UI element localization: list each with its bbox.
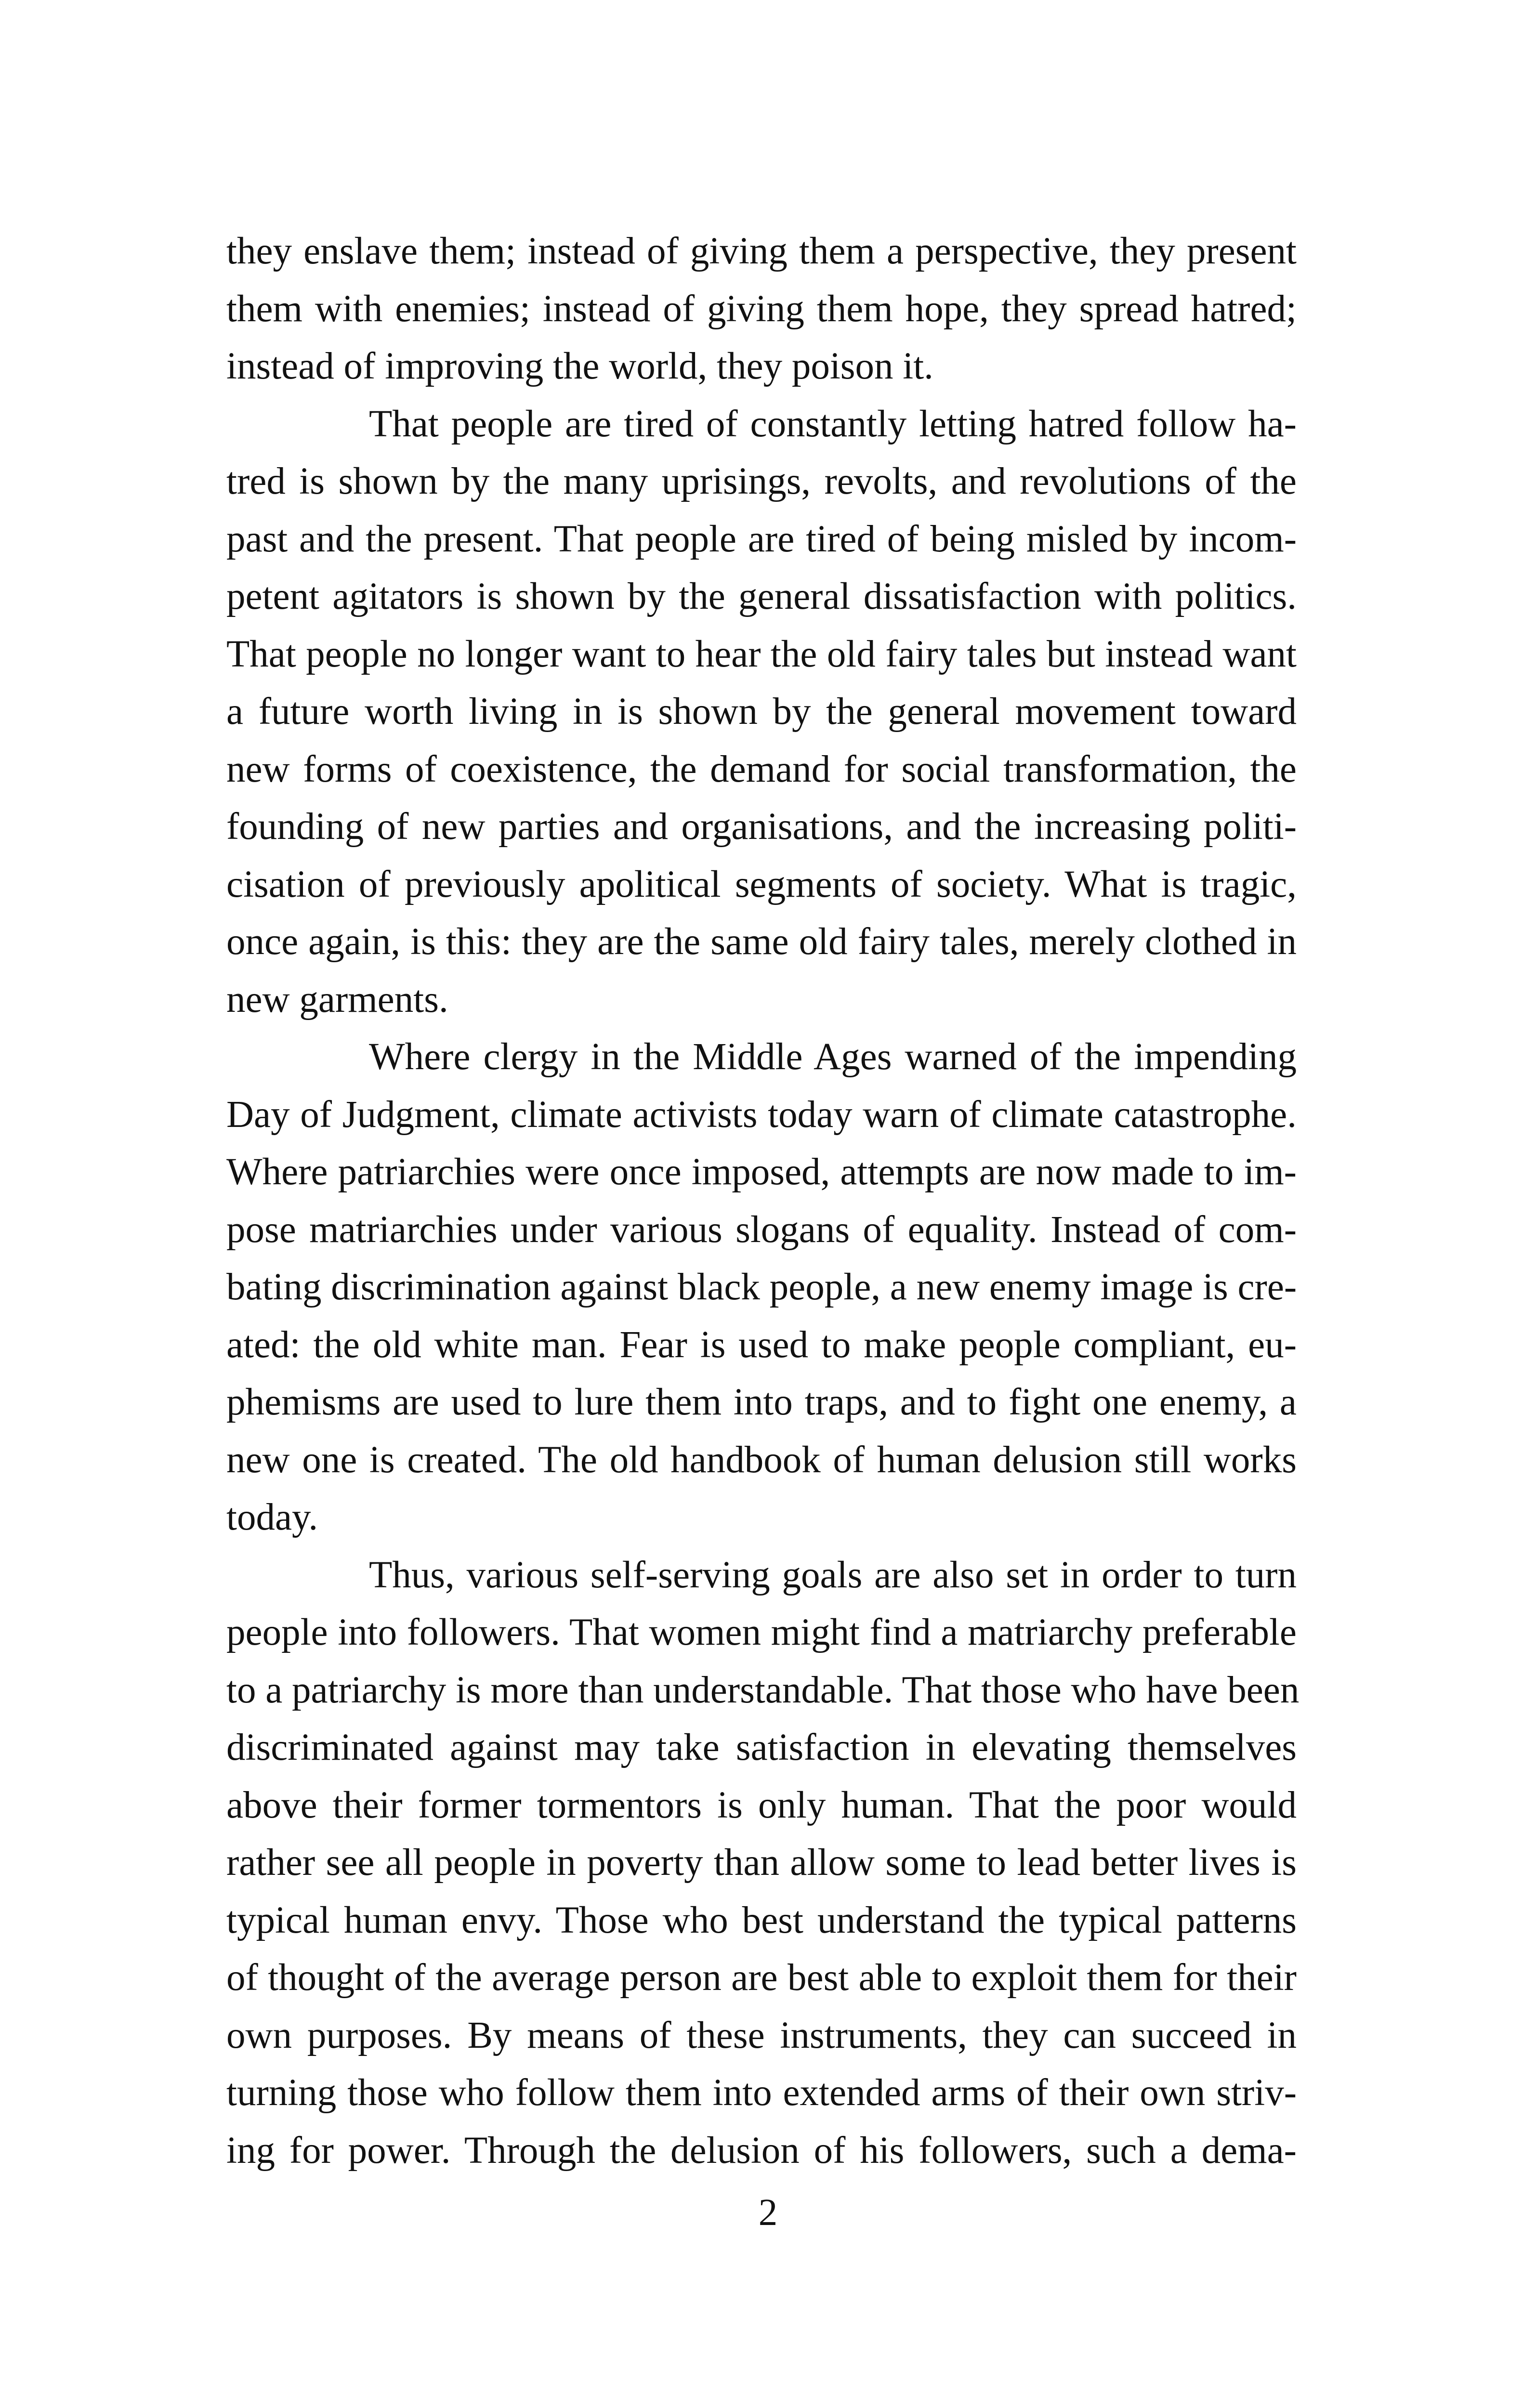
text-line: pose matriarchies under various slogans of equality. Instead of com- [226, 1208, 1297, 1251]
text-line: they enslave them; instead of giving them a perspective, they present [226, 230, 1297, 272]
text-line: new forms of coexistence, the demand for social transformation, the [226, 748, 1297, 790]
text-line: Where clergy in the Middle Ages warned of the impending [369, 1036, 1297, 1078]
text-line: a future worth living in is shown by the general movement toward [226, 691, 1297, 733]
text-line: That people are tired of constantly letting hatred follow ha- [369, 403, 1297, 445]
text-line: tred is shown by the many uprisings, revolts, and revolutions of the [226, 460, 1297, 502]
text-line: cisation of previously apolitical segments of society. What is tragic, [226, 863, 1297, 905]
text-line: turning those who follow them into extended arms of their own striv- [226, 2072, 1297, 2114]
text-line: new one is created. The old handbook of human delusion still works [226, 1439, 1297, 1481]
text-line: own purposes. By means of these instruments, they can succeed in [226, 2014, 1297, 2056]
text-line: rather see all people in poverty than allow some to lead better lives is [226, 1842, 1297, 1884]
text-line: above their former tormentors is only human. That the poor would [226, 1784, 1297, 1826]
text-line: them with enemies; instead of giving them hope, they spread hatred; [226, 288, 1297, 330]
text-line: phemisms are used to lure them into traps, and to fight one enemy, a [226, 1381, 1297, 1423]
text-line: discriminated against may take satisfaction in elevating themselves [226, 1727, 1297, 1768]
text-line: Where patriarchies were once imposed, attempts are now made to im- [226, 1151, 1297, 1193]
text-line: That people no longer want to hear the old fairy tales but instead want [226, 633, 1297, 675]
text-line: Day of Judgment, climate activists today warn of climate catastrophe. [226, 1093, 1297, 1136]
text-line: people into followers. That women might find a matriarchy preferable [226, 1611, 1297, 1653]
text-line: past and the present. That people are tired of being misled by incom- [226, 518, 1297, 560]
body-text [226, 222, 1300, 2179]
text-line: ated: the old white man. Fear is used to make people compliant, eu- [226, 1323, 1297, 1366]
text-line: new garments. [226, 978, 448, 1021]
text-line: once again, is this: they are the same old fairy tales, merely clothed in [226, 921, 1297, 963]
text-line: instead of improving the world, they poison it. [226, 345, 933, 387]
text-line: Thus, various self-serving goals are also set in order to turn [369, 1554, 1297, 1596]
text-line: of thought of the average person are best able to exploit them for their [226, 1957, 1297, 1999]
text-line: founding of new parties and organisations, and the increasing politi- [226, 806, 1297, 848]
text-line: typical human envy. Those who best understand the typical patterns [226, 1899, 1297, 1941]
text-line: to a patriarchy is more than understandable. That those who have been [226, 1669, 1300, 1711]
text-line: ing for power. Through the delusion of his followers, such a dema- [226, 2129, 1297, 2172]
text-line: bating discrimination against black people, a new enemy image is cre- [226, 1266, 1297, 1308]
text-line: today. [226, 1496, 318, 1538]
text-line: petent agitators is shown by the general dissatisfaction with politics. [226, 576, 1297, 617]
page-number: 2 [758, 2192, 778, 2234]
